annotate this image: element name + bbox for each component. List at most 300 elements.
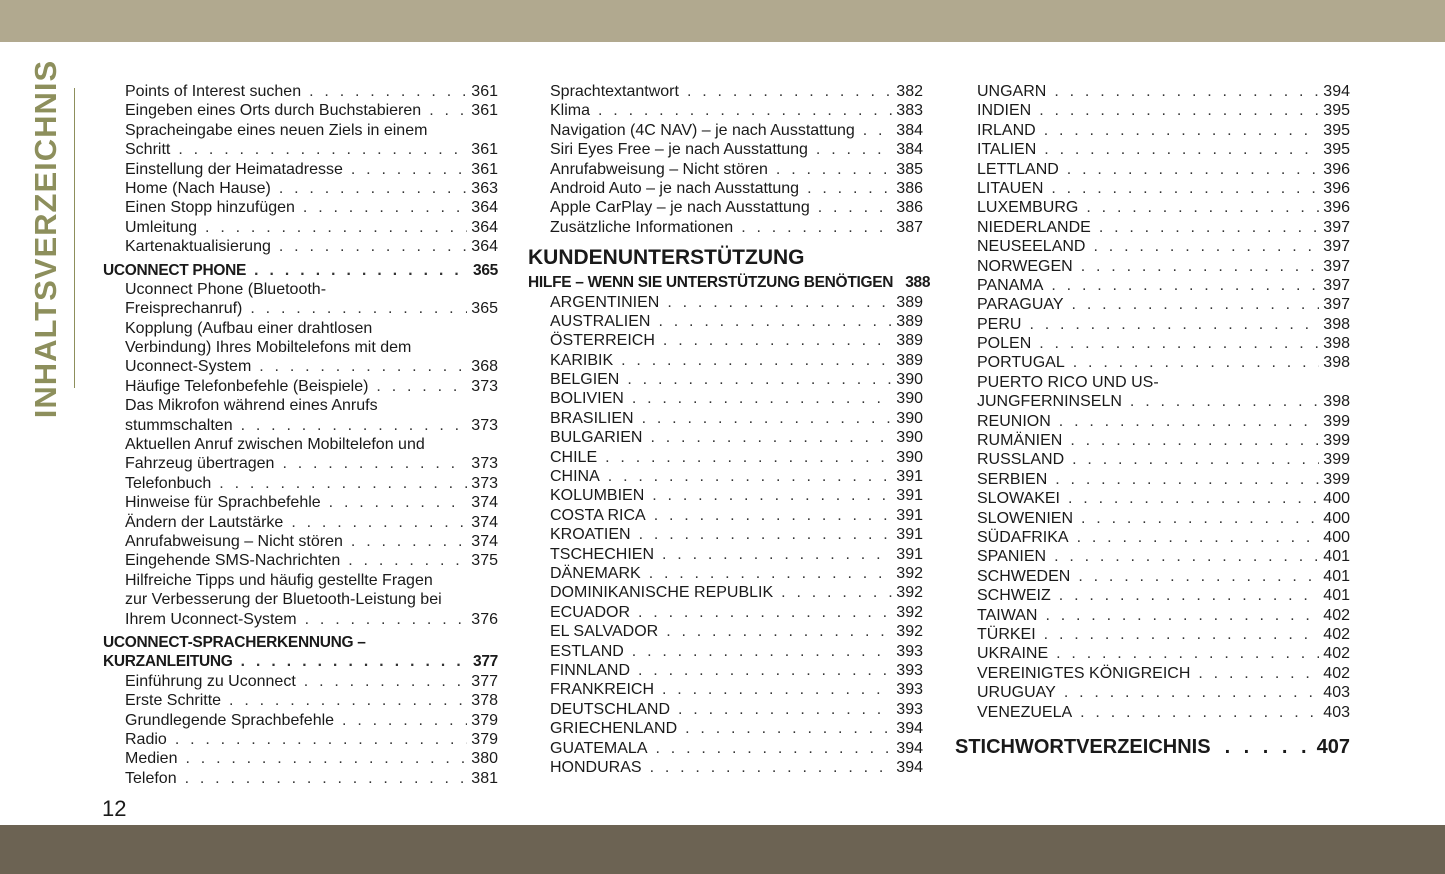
entry-page: 392 xyxy=(896,584,923,602)
entry-title: ECUADOR xyxy=(550,603,631,621)
toc-column-left xyxy=(103,82,498,788)
toc-entry[interactable] xyxy=(528,198,923,217)
dot-leader xyxy=(650,428,892,447)
entry-title: Freisprechanruf) xyxy=(125,300,243,318)
entry-page: 373 xyxy=(471,455,498,473)
entry-title: Uconnect Phone (Bluetooth- xyxy=(125,280,327,298)
entry-title: Eingehende SMS-Nachrichten xyxy=(125,552,341,570)
toc-entry[interactable] xyxy=(955,121,1350,140)
dot-leader xyxy=(250,299,467,318)
toc-entry[interactable] xyxy=(955,334,1350,353)
toc-entry[interactable] xyxy=(103,610,498,629)
entry-title: URUGUAY xyxy=(977,684,1056,702)
dot-leader xyxy=(621,351,892,370)
entry-page: 392 xyxy=(896,564,923,582)
dot-leader xyxy=(342,711,467,730)
entry-title: Zusätzliche Informationen xyxy=(550,218,734,236)
entry-title: SPANIEN xyxy=(977,548,1047,566)
toc-entry[interactable] xyxy=(103,416,498,435)
entry-page: 364 xyxy=(471,218,498,236)
entry-title: KROATIEN xyxy=(550,526,631,544)
entry-title: IRLAND xyxy=(977,121,1036,139)
toc-entry[interactable] xyxy=(528,642,923,661)
toc-entry[interactable] xyxy=(955,528,1350,547)
toc-entry[interactable] xyxy=(103,672,498,691)
toc-entry[interactable] xyxy=(955,567,1350,586)
toc-entry[interactable] xyxy=(528,389,923,408)
entry-page: 394 xyxy=(896,720,923,738)
entry-title: zur Verbesserung der Bluetooth-Leistung bei xyxy=(125,591,442,609)
entry-page: 394 xyxy=(896,739,923,757)
entry-title: LITAUEN xyxy=(977,179,1044,197)
entry-page: 383 xyxy=(896,102,923,120)
entry-title: Fahrzeug übertragen xyxy=(125,455,275,473)
toc-entry[interactable] xyxy=(528,428,923,447)
entry-page: 386 xyxy=(896,199,923,217)
entry-page: 395 xyxy=(1323,102,1350,120)
entry-title: FRANKREICH xyxy=(550,681,655,699)
toc-entry[interactable] xyxy=(955,683,1350,702)
entry-page: 391 xyxy=(896,506,923,524)
entry-page: 393 xyxy=(896,661,923,679)
dot-leader xyxy=(241,416,468,435)
toc-entry[interactable] xyxy=(103,493,498,512)
toc-entry[interactable] xyxy=(103,474,498,493)
entry-page: 364 xyxy=(471,199,498,217)
toc-entry[interactable] xyxy=(103,769,498,788)
toc-entry[interactable] xyxy=(103,730,498,749)
entry-title: Points of Interest suchen xyxy=(125,83,302,100)
toc-entry[interactable] xyxy=(528,331,923,350)
dot-leader xyxy=(1064,683,1319,702)
toc-entry[interactable] xyxy=(528,121,923,140)
toc-entry[interactable] xyxy=(528,140,923,159)
toc-entry[interactable] xyxy=(955,101,1350,120)
entry-title: Kartenaktualisierung xyxy=(125,238,271,256)
entry-page: 365 xyxy=(473,261,498,279)
toc-entry[interactable] xyxy=(955,606,1350,625)
entry-title: SÜDAFRIKA xyxy=(977,528,1069,546)
entry-title: TSCHECHIEN xyxy=(550,545,655,563)
dot-leader xyxy=(259,357,467,376)
entry-title: EL SALVADOR xyxy=(550,623,659,641)
toc-entry[interactable] xyxy=(955,431,1350,450)
entry-page: 386 xyxy=(896,179,923,197)
dot-leader xyxy=(282,454,467,473)
entry-title: Telefonbuch xyxy=(125,474,212,492)
entry-title: Telefon xyxy=(125,769,177,787)
dot-leader xyxy=(1070,431,1319,450)
dot-leader xyxy=(1081,509,1319,528)
dot-leader xyxy=(1044,625,1320,644)
entry-title: DEUTSCHLAND xyxy=(550,700,671,718)
entry-title: ESTLAND xyxy=(550,642,624,660)
entry-title: KARIBIK xyxy=(550,351,614,369)
entry-title: Hilfreiche Tipps und häufig gestellte Fragen xyxy=(125,571,433,589)
toc-entry[interactable] xyxy=(955,470,1350,489)
entry-page: 379 xyxy=(471,730,498,748)
toc-entry[interactable] xyxy=(528,545,923,564)
entry-page: 373 xyxy=(471,377,498,395)
toc-entry[interactable] xyxy=(103,691,498,710)
toc-entry[interactable] xyxy=(103,532,498,551)
toc-entry[interactable] xyxy=(528,680,923,699)
entry-title: Spracheingabe eines neuen Ziels in einem xyxy=(125,121,428,139)
toc-entry[interactable] xyxy=(955,586,1350,605)
entry-title: UNGARN xyxy=(977,83,1047,100)
entry-title: Einen Stopp hinzufügen xyxy=(125,199,295,217)
entry-page: 361 xyxy=(471,102,498,120)
toc-entry[interactable] xyxy=(103,299,498,318)
toc-entry[interactable] xyxy=(103,711,498,730)
toc-entry[interactable] xyxy=(103,198,498,217)
entry-title: GUATEMALA xyxy=(550,739,648,757)
entry-page: 393 xyxy=(896,681,923,699)
toc-entry[interactable] xyxy=(955,644,1350,663)
entry-page: 399 xyxy=(1323,432,1350,450)
toc-entry[interactable] xyxy=(528,564,923,583)
entry-title: VEREINIGTES KÖNIGREICH xyxy=(977,664,1191,682)
dot-leader xyxy=(649,564,893,583)
entry-page: 388 xyxy=(905,274,931,292)
toc-entry[interactable] xyxy=(955,412,1350,431)
entry-page: 397 xyxy=(1323,276,1350,294)
toc-entry[interactable] xyxy=(528,409,923,428)
dot-leader xyxy=(656,739,893,758)
toc-entry[interactable] xyxy=(103,454,498,473)
entry-page: 384 xyxy=(896,141,923,159)
entry-title: PORTUGAL xyxy=(977,354,1065,372)
dot-leader xyxy=(663,331,892,350)
entry-title: SCHWEDEN xyxy=(977,567,1071,585)
entry-page: 368 xyxy=(471,358,498,376)
toc-entry[interactable] xyxy=(103,101,498,120)
toc-entry[interactable] xyxy=(955,82,1350,101)
dot-leader xyxy=(662,680,892,699)
toc-entry[interactable] xyxy=(528,719,923,738)
entry-title: Siri Eyes Free – je nach Ausstattung xyxy=(550,141,808,159)
toc-entry[interactable] xyxy=(955,450,1350,469)
entry-title: TÜRKEI xyxy=(977,625,1036,643)
dot-leader xyxy=(1039,334,1319,353)
dot-leader xyxy=(1044,140,1319,159)
toc-entry[interactable] xyxy=(955,179,1350,198)
entry-title: PANAMA xyxy=(977,276,1044,294)
dot-leader xyxy=(639,525,893,544)
dot-leader xyxy=(816,140,892,159)
entry-title: CHINA xyxy=(550,468,600,486)
dot-leader xyxy=(658,312,892,331)
entry-page: 402 xyxy=(1323,664,1350,682)
toc-entry xyxy=(103,319,498,338)
dot-leader xyxy=(1039,101,1319,120)
dot-leader xyxy=(667,293,892,312)
entry-title: DÄNEMARK xyxy=(550,564,641,582)
dot-leader xyxy=(863,121,893,140)
dot-leader xyxy=(781,583,892,602)
toc-entry[interactable] xyxy=(103,82,498,101)
entry-page: 378 xyxy=(471,692,498,710)
toc-entry[interactable] xyxy=(955,625,1350,644)
entry-title: Erste Schritte xyxy=(125,692,222,710)
dot-leader xyxy=(687,82,892,101)
entry-title: Klima xyxy=(550,102,591,120)
dot-leader xyxy=(351,532,467,551)
entry-title: VENEZUELA xyxy=(977,703,1073,721)
entry-title: DOMINIKANISCHE REPUBLIK xyxy=(550,584,774,602)
toc-entry[interactable] xyxy=(103,377,498,396)
entry-page: 399 xyxy=(1323,470,1350,488)
entry-page: 381 xyxy=(471,769,498,787)
entry-title: LUXEMBURG xyxy=(977,199,1079,217)
toc-column-right xyxy=(955,82,1350,764)
entry-title: RUSSLAND xyxy=(977,451,1065,469)
entry-title: AUSTRALIEN xyxy=(550,312,651,330)
entry-page: 403 xyxy=(1323,703,1350,721)
toc-entry[interactable] xyxy=(528,293,923,312)
entry-page: 396 xyxy=(1323,179,1350,197)
entry-page: 389 xyxy=(896,332,923,350)
toc-entry xyxy=(103,121,498,140)
toc-entry[interactable] xyxy=(103,749,498,768)
entry-title: NEUSEELAND xyxy=(977,238,1086,256)
toc-entry[interactable] xyxy=(955,237,1350,256)
entry-title: Uconnect-System xyxy=(125,358,252,376)
dot-leader xyxy=(348,551,467,570)
entry-page: 399 xyxy=(1323,451,1350,469)
entry-title: Grundlegende Sprachbefehle xyxy=(125,711,335,729)
toc-entry[interactable] xyxy=(528,700,923,719)
entry-page: 398 xyxy=(1323,393,1350,411)
dot-leader xyxy=(1054,547,1319,566)
toc-entry[interactable] xyxy=(955,140,1350,159)
entry-page: 401 xyxy=(1323,587,1350,605)
toc-entry[interactable] xyxy=(528,82,923,101)
entry-title: GRIECHENLAND xyxy=(550,720,678,738)
top-banner xyxy=(0,0,1445,42)
toc-entry[interactable] xyxy=(103,237,498,256)
dot-leader xyxy=(807,179,892,198)
entry-page: 389 xyxy=(896,351,923,369)
dot-leader xyxy=(1068,489,1319,508)
dot-leader xyxy=(1029,315,1319,334)
toc-entry[interactable] xyxy=(528,179,923,198)
entry-title: Apple CarPlay – je nach Ausstattung xyxy=(550,199,810,217)
dot-leader xyxy=(608,467,893,486)
toc-entry[interactable] xyxy=(528,218,923,237)
toc-section-entry[interactable] xyxy=(103,261,498,280)
toc-entry[interactable] xyxy=(528,758,923,777)
toc-entry[interactable] xyxy=(528,312,923,331)
entry-page: 389 xyxy=(896,293,923,311)
entry-title: Einstellung der Heimatadresse xyxy=(125,160,343,178)
dot-leader xyxy=(741,218,892,237)
dot-leader xyxy=(429,101,467,120)
toc-entry[interactable] xyxy=(528,160,923,179)
entry-page: 398 xyxy=(1323,335,1350,353)
entry-title: Android Auto – je nach Ausstattung xyxy=(550,179,800,197)
entry-title: RUMÄNIEN xyxy=(977,432,1063,450)
entry-page: 387 xyxy=(896,218,923,236)
entry-title: NIEDERLANDE xyxy=(977,218,1091,236)
toc-entry[interactable] xyxy=(955,664,1350,683)
entry-page: 373 xyxy=(471,416,498,434)
dot-leader xyxy=(1077,528,1320,547)
entry-title: ARGENTINIEN xyxy=(550,293,660,311)
toc-entry[interactable] xyxy=(955,218,1350,237)
entry-title: TAIWAN xyxy=(977,606,1038,624)
toc-entry xyxy=(103,590,498,609)
toc-entry[interactable] xyxy=(103,218,498,237)
toc-entry[interactable] xyxy=(103,357,498,376)
dot-leader xyxy=(662,545,892,564)
entry-title: Kopplung (Aufbau einer drahtlosen xyxy=(125,319,373,337)
entry-title: BRASILIEN xyxy=(550,409,634,427)
toc-entry[interactable] xyxy=(955,547,1350,566)
toc-entry[interactable] xyxy=(955,703,1350,722)
toc-entry[interactable] xyxy=(528,603,923,622)
entry-title: KOLUMBIEN xyxy=(550,487,645,505)
dot-leader xyxy=(685,719,892,738)
toc-entry[interactable] xyxy=(955,315,1350,334)
entry-page: 379 xyxy=(471,711,498,729)
entry-page: 364 xyxy=(471,238,498,256)
entry-title: Medien xyxy=(125,750,178,768)
dot-leader xyxy=(241,652,469,671)
dot-leader xyxy=(1051,179,1319,198)
entry-page: 394 xyxy=(896,758,923,776)
entry-title: FINNLAND xyxy=(550,661,631,679)
toc-section-entry[interactable] xyxy=(103,652,498,671)
toc-entry[interactable] xyxy=(955,160,1350,179)
entry-page: 375 xyxy=(471,552,498,570)
dot-leader xyxy=(638,603,892,622)
dot-leader xyxy=(632,389,892,408)
entry-title: Sprachtextantwort xyxy=(550,83,679,100)
entry-page: 363 xyxy=(471,179,498,197)
dot-leader xyxy=(175,730,467,749)
toc-entry[interactable] xyxy=(955,489,1350,508)
dot-leader xyxy=(638,661,892,680)
entry-page: 396 xyxy=(1323,160,1350,178)
toc-entry[interactable] xyxy=(528,525,923,544)
entry-page: 391 xyxy=(896,545,923,563)
toc-entry[interactable] xyxy=(528,739,923,758)
entry-title: Anrufabweisung – Nicht stören xyxy=(550,160,768,178)
entry-page: 373 xyxy=(471,474,498,492)
entry-page: 391 xyxy=(896,526,923,544)
dot-leader xyxy=(654,506,893,525)
entry-title: Einführung zu Uconnect xyxy=(125,672,296,690)
toc-entry[interactable] xyxy=(528,351,923,370)
toc-entry xyxy=(103,280,498,299)
toc-entry[interactable] xyxy=(528,661,923,680)
toc-entry[interactable] xyxy=(528,506,923,525)
entry-title: Ändern der Lautstärke xyxy=(125,513,284,531)
toc-entry[interactable] xyxy=(528,622,923,641)
dot-leader xyxy=(1059,586,1320,605)
entry-title: Umleitung xyxy=(125,218,198,236)
toc-entry[interactable] xyxy=(103,513,498,532)
dot-leader xyxy=(1099,218,1319,237)
toc-major-entry[interactable] xyxy=(955,730,1350,764)
page-number: 12 xyxy=(102,796,127,821)
toc-entry[interactable] xyxy=(103,140,498,159)
toc-entry[interactable] xyxy=(528,370,923,389)
toc-entry[interactable] xyxy=(955,392,1350,411)
dot-leader xyxy=(329,493,468,512)
entry-title: BULGARIEN xyxy=(550,429,643,447)
dot-leader xyxy=(178,140,467,159)
entry-title: CHILE xyxy=(550,448,598,466)
toc-entry[interactable] xyxy=(528,448,923,467)
section-heading: KUNDENUNTERSTÜTZUNG xyxy=(528,246,805,270)
entry-page: 361 xyxy=(471,160,498,178)
entry-page: 384 xyxy=(896,121,923,139)
entry-page: 392 xyxy=(896,623,923,641)
entry-page: 392 xyxy=(896,603,923,621)
dot-leader xyxy=(818,198,893,217)
entry-title: INDIEN xyxy=(977,102,1032,120)
toc-entry[interactable] xyxy=(528,486,923,505)
entry-page: 400 xyxy=(1323,490,1350,508)
toc-entry[interactable] xyxy=(103,160,498,179)
toc-entry[interactable] xyxy=(528,101,923,120)
dot-leader xyxy=(1073,353,1320,372)
toc-entry xyxy=(103,435,498,454)
entry-title: Ihrem Uconnect-System xyxy=(125,610,297,628)
toc-entry[interactable] xyxy=(955,257,1350,276)
dot-leader xyxy=(254,261,469,280)
entry-title: POLEN xyxy=(977,335,1032,353)
toc-column-middle xyxy=(528,82,931,777)
toc-entry[interactable] xyxy=(528,467,923,486)
toc-section-entry[interactable] xyxy=(528,273,931,292)
entry-page: 394 xyxy=(1323,83,1350,100)
entry-title: Verbindung) Ihres Mobiltelefons mit dem xyxy=(125,339,412,357)
toc-entry[interactable] xyxy=(103,179,498,198)
entry-page: 390 xyxy=(896,448,923,466)
toc-entry[interactable] xyxy=(528,583,923,602)
toc-entry[interactable] xyxy=(955,353,1350,372)
dot-leader xyxy=(1056,644,1319,663)
dot-leader xyxy=(279,179,467,198)
dot-leader xyxy=(652,486,892,505)
toc-entry[interactable] xyxy=(955,198,1350,217)
toc-entry xyxy=(103,571,498,590)
entry-page: 385 xyxy=(896,160,923,178)
dot-leader xyxy=(1044,121,1320,140)
toc-entry[interactable] xyxy=(103,551,498,570)
dot-leader xyxy=(229,691,467,710)
toc-entry[interactable] xyxy=(955,276,1350,295)
entry-title: SLOWENIEN xyxy=(977,509,1074,527)
entry-page: 401 xyxy=(1323,548,1350,566)
dot-leader xyxy=(291,513,467,532)
entry-page: 399 xyxy=(1323,412,1350,430)
entry-page: 374 xyxy=(471,513,498,531)
toc-entry[interactable] xyxy=(955,295,1350,314)
dot-leader xyxy=(1059,412,1320,431)
dot-leader xyxy=(1078,567,1319,586)
dot-leader xyxy=(305,610,468,629)
entry-title: UKRAINE xyxy=(977,645,1049,663)
dot-leader xyxy=(1093,237,1319,256)
entry-title: PERU xyxy=(977,315,1022,333)
entry-title: Häufige Telefonbefehle (Beispiele) xyxy=(125,377,369,395)
entry-page: 390 xyxy=(896,409,923,427)
toc-entry[interactable] xyxy=(955,509,1350,528)
